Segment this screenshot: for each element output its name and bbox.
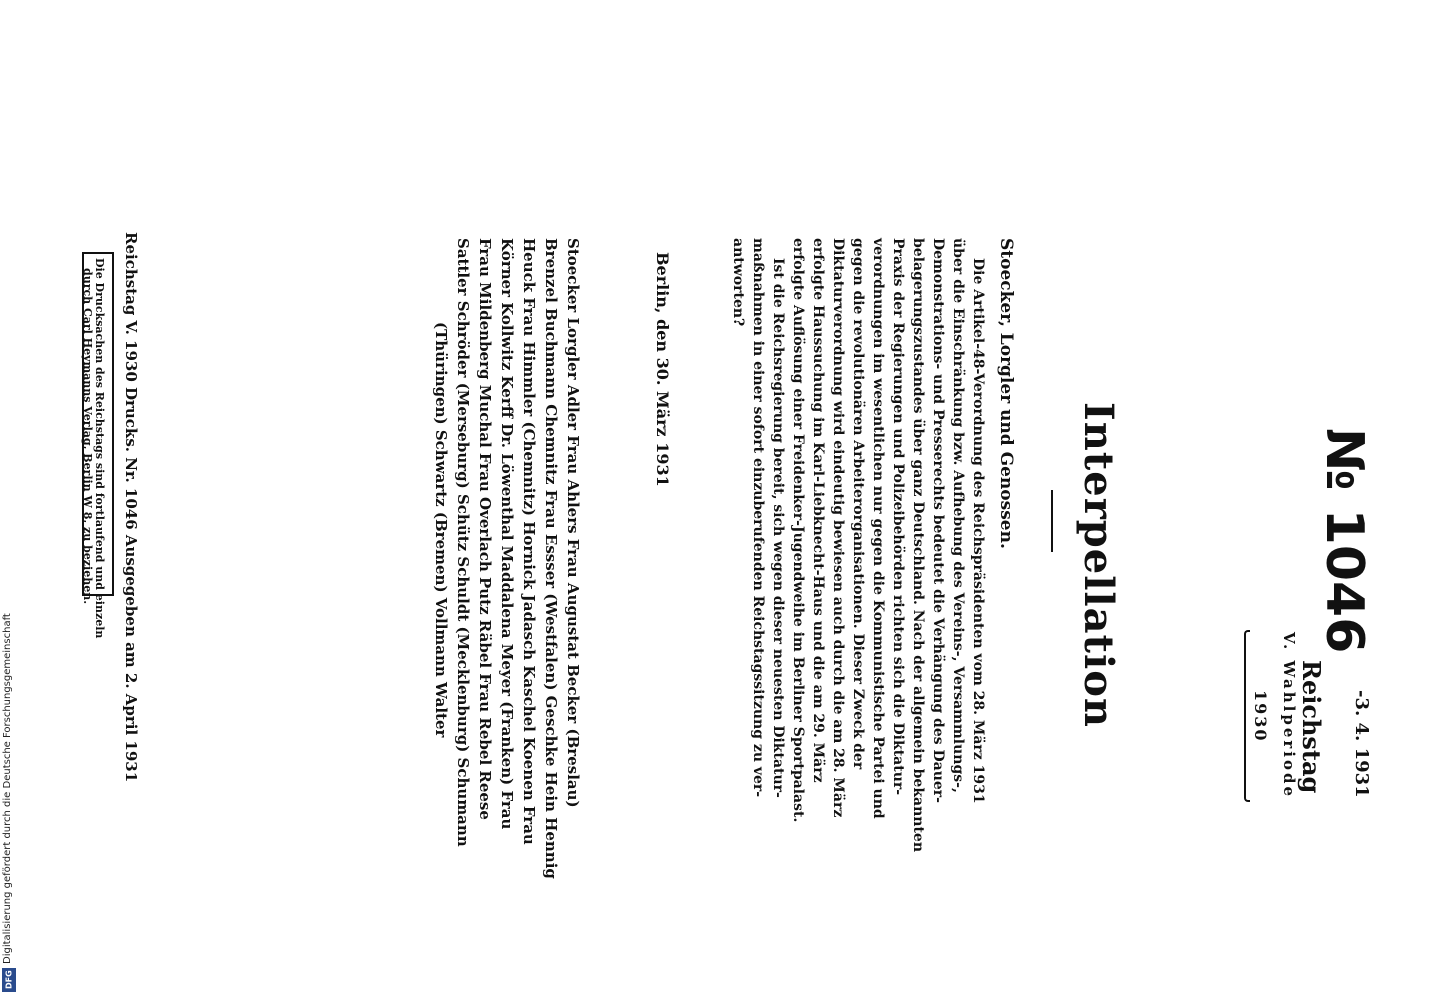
body-line: erfolgte Auflösung einer Freidenker-Jugendweihe im Berliner Sportpalast. [790, 238, 806, 823]
body-line: gegen die revolutionären Arbeiterorganisationen. Dieser Zweck der [850, 238, 866, 770]
footer-line: Reichstag V. 1930 Drucks. Nr. 1046 Ausgegeben am 2. April 1931 [122, 232, 140, 783]
footer-box-line: durch Carl Heymanns Verlag, Berlin W 8, zu beziehen. [81, 268, 94, 605]
signatory-line: Heuck Frau Himmler (Chemnitz) Hornick Jadasch Kaschel Koenen Frau [520, 238, 538, 845]
document-title: Interpellation [1075, 402, 1122, 728]
dfg-note: Digitalisierung gefördert durch die Deutsche Forschungsgemeinschaft [2, 613, 13, 964]
signatory-line: Frau Mildenberg Muchal Frau Overlach Putz Räbel Frau Rebel Reese [476, 238, 494, 820]
body-line: Demonstrations- und Presserechts bedeutet die Verhängung des Dauer- [930, 238, 946, 803]
place-date: Berlin, den 30. März 1931 [653, 252, 672, 487]
body-line: Praxis der Regierungen und Polizeibehörden richten sich die Diktatur- [890, 238, 906, 796]
dfg-logo: DFG [2, 968, 16, 992]
stamp-date: -3. 4. 1931 [1351, 690, 1372, 798]
signatory-line: Sattler Schröder (Merseburg) Schütz Schuldt (Mecklenburg) Schumann [454, 238, 472, 847]
signatory-line: Körner Kollwitz Kerff Dr. Löwenthal Maddalena Meyer (Franken) Frau [498, 238, 516, 830]
header-year: 1930 [1251, 690, 1270, 743]
body-line: maßnahmen in einer sofort einzuberufenden Reichstagssitzung zu ver- [750, 238, 766, 798]
body-line: antworten? [730, 238, 746, 327]
body-line: Diktaturverordnung wird eindeutig bewiesen auch durch die am 28. März [830, 238, 846, 818]
header-wahlperiode: V. Wahlperiode [1280, 632, 1298, 799]
header-reichstag: Reichstag [1297, 660, 1326, 794]
author-line: Stoecker, Lorgler und Genossen. [996, 238, 1016, 549]
document-number: № 1046 [1314, 428, 1374, 654]
signatory-line: (Thüringen) Schwartz (Bremen) Vollmann Walter [432, 322, 450, 738]
footer-box-line: Die Drucksachen des Reichstags sind fortlaufend und einzeln [93, 258, 106, 639]
title-rule [1051, 490, 1053, 552]
body-line: Die Artikel-48-Verordnung des Reichspräsidenten vom 28. März 1931 [970, 258, 986, 804]
body-line: verordnungen im wesentlichen nur gegen die Kommunistische Partei und [870, 238, 886, 819]
body-line: belagerungszustandes über ganz Deutschland. Nach der allgemein bekannten [910, 238, 926, 853]
body-line: Ist die Reichsregierung bereit, sich wegen dieser neuesten Diktatur- [770, 258, 786, 798]
body-line: erfolgte Haussuchung im Karl-Liebknecht-Haus und die am 29. März [810, 238, 826, 783]
signatory-line: Brenzel Buchmann Chemnitz Frau Essser (Westfalen) Geschke Hein Hennig [542, 238, 560, 879]
body-line: über die Einschränkung bzw. Aufhebung des Vereins-, Versammlungs-, [950, 238, 966, 793]
header-bracket [1244, 630, 1250, 802]
signatory-line: Stoecker Lorgler Adler Frau Ahlers Frau Augustat Becker (Breslau) [564, 238, 582, 808]
